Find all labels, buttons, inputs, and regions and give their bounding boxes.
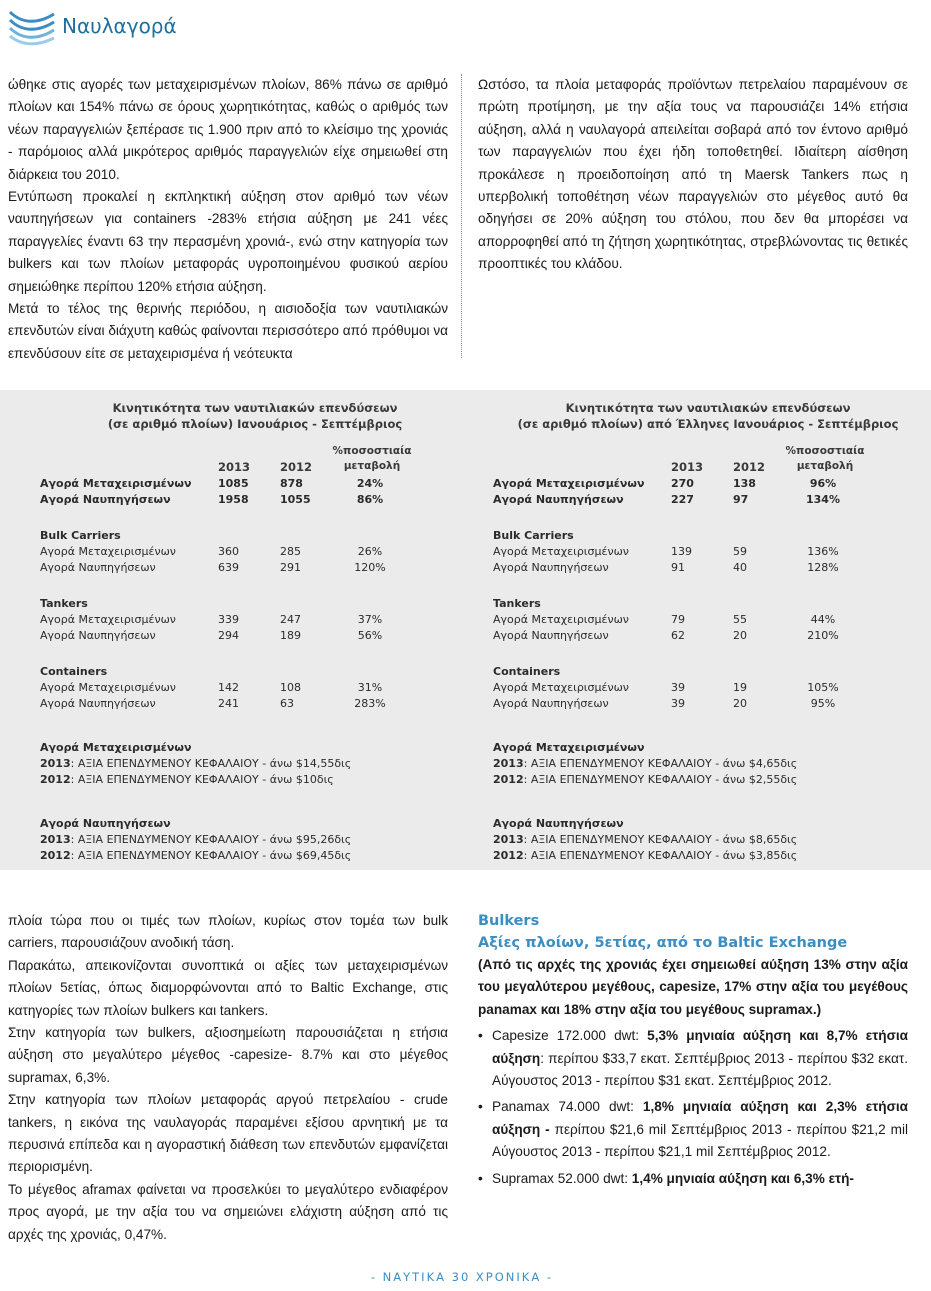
table-row <box>40 560 470 576</box>
paragraph: Εντύπωση προκαλεί η εκπληκτική αύξηση στον αριθμό των νέων ναυπηγήσεων για containers -283% ετήσια αύξηση με 241 νέες παραγγελίες έναντι 63 την περασμένη χρονιά-, ενώ στην κατηγορία των bulkers και των πλοίων μεταφοράς υγροποιημένου φυσικού αερίου σημειώθηκε περίπου 120% ετήσια αύξηση. <box>8 189 448 294</box>
cell-change: 24% <box>356 477 384 490</box>
group-heading: Bulk Carriers <box>493 529 574 542</box>
list-item: • Panamax 74.000 dwt: 1,8% μηνιαία αύξηση και 2,3% ετήσια αύξηση - περίπου $21,6 mil Σεπτέμβριος 2013 - περίπου $21,2 mil Αύγουστος 2013 - περίπου $21,1 mil Σεπτέμβριος 2012. <box>478 1096 908 1163</box>
cell-change: 120% <box>354 561 386 574</box>
cell-change: 283% <box>354 697 386 710</box>
table-row <box>40 696 470 712</box>
cell-2013: 294 <box>218 629 239 642</box>
capital-block <box>40 816 470 864</box>
cell-2012: 63 <box>280 697 294 710</box>
paragraph: Στην κατηγορία των πλοίων μεταφοράς αργού πετρελαίου - crude tankers, η εικόνα της ναυλαγοράς παραμένει εξίσου αρνητική με τα περυσινά επίπεδα και η αγοραστική διάθεση των επενδυτών εμφανίζεται περιορισμένη. <box>8 1092 448 1175</box>
capital-line <box>40 848 470 864</box>
capital-line <box>493 772 923 788</box>
cell-2013: 360 <box>218 545 239 558</box>
cell-2012: 20 <box>733 629 747 642</box>
table-row <box>40 492 470 508</box>
column-header-change-line1: %ποσοστιαία <box>332 445 412 457</box>
table-row <box>493 544 923 560</box>
group-heading: Containers <box>40 665 108 678</box>
table-row <box>40 476 470 492</box>
capital-text: : ΑΞΙΑ ΕΠΕΝΔΥΜΕΝΟΥ ΚΕΦΑΛΑΙΟΥ - άνω $3,85δις <box>523 849 798 862</box>
capital-line <box>40 772 470 788</box>
row-label: Αγορά Μεταχειρισμένων <box>40 613 176 626</box>
paragraph: Το μέγεθος aframax φαίνεται να προσελκύει το μεγαλύτερο ενδιαφέρον προς αγορά, με την αξία του να σημειώνει ελάχιστη αύξηση από τις αρχές της χρονιάς, 0,47%. <box>8 1181 448 1242</box>
column-headers <box>40 444 470 476</box>
cell-2012: 138 <box>733 477 756 490</box>
table-row <box>493 696 923 712</box>
cell-change: 210% <box>807 629 839 642</box>
paragraph: Στην κατηγορία των bulkers, αξιοσημείωτη παρουσιάζεται η ετήσια αύξηση στο μεγαλύτερο μέγεθος -capesize- 8.7% και στο μέγεθος supramax, 6,3%. <box>8 1025 448 1085</box>
cell-2012: 40 <box>733 561 747 574</box>
paragraph: ώθηκε στις αγορές των μεταχειρισμένων πλοίων, 86% πάνω σε αριθμό πλοίων και 154% πάνω σε όρους χωρητικότητας, καθώς ο αριθμός των νέων παραγγελιών ξεπέρασε τις 1.900 πριν από το κλείσιμο της χρονιάς - παρόμοιος αλλά μικρότερος αριθμός παραγγελιών είχε σημειωθεί στη διάρκεια του 2010. <box>8 77 448 182</box>
cell-2013: 639 <box>218 561 239 574</box>
cell-2012: 878 <box>280 477 303 490</box>
column-header-2013: 2013 <box>218 460 251 474</box>
cell-2013: 1085 <box>218 477 249 490</box>
cell-2013: 142 <box>218 681 239 694</box>
capital-line <box>40 756 470 772</box>
left-top-column <box>8 74 448 365</box>
group-heading: Tankers <box>40 597 88 610</box>
row-label: Αγορά Ναυπηγήσεων <box>493 561 609 574</box>
column-header-2013: 2013 <box>671 460 704 474</box>
capital-heading: Αγορά Ναυπηγήσεων <box>40 817 171 830</box>
capital-line <box>493 832 923 848</box>
row-label: Αγορά Ναυπηγήσεων <box>493 697 609 710</box>
capital-year: 2012 <box>493 773 524 786</box>
row-label: Αγορά Ναυπηγήσεων <box>493 629 609 642</box>
table-title: Κινητικότητα των ναυτιλιακών επενδύσεων <box>565 401 851 415</box>
column-header-change-line1: %ποσοστιαία <box>785 445 865 457</box>
column-header-2012: 2012 <box>733 460 766 474</box>
cell-2013: 39 <box>671 697 685 710</box>
cell-2012: 291 <box>280 561 301 574</box>
cell-change: 134% <box>806 493 840 506</box>
paragraph: Ωστόσο, τα πλοία μεταφοράς προϊόντων πετρελαίου παραμένουν σε πρώτη προτίμηση, με την αξία τους να παρουσιάζει 14% ετήσια αύξηση, αλλά η ναυλαγορά απειλείται σοβαρά από τον έντονο αριθμό των παραγγελιών που έχει ήδη τοποθετηθεί. Ιδιαίτερη αίσθηση προκάλεσε η προειδοποίηση από τη Maersk Tankers πως η υπερβολική τοποθέτηση νέων παραγγελιών στο μέγεθος αυτό θα οδηγήσει σε 20% αύξηση του στόλου, που δεν θα μπορέσει να απορροφηθεί από τη ζήτηση χωρητικότητας, στρεβλώνοντας τις θετικές προοπτικές του κλάδου. <box>478 77 908 272</box>
right-bottom-column <box>478 910 908 1194</box>
column-divider <box>461 74 462 358</box>
column-header-change <box>785 444 865 474</box>
cell-2013: 91 <box>671 561 685 574</box>
table-row <box>493 628 923 644</box>
bullet-icon: • <box>478 1028 483 1044</box>
table-global <box>40 400 470 864</box>
capital-text: : ΑΞΙΑ ΕΠΕΝΔΥΜΕΝΟΥ ΚΕΦΑΛΑΙΟΥ - άνω $2,55δις <box>523 773 798 786</box>
capital-heading: Αγορά Ναυπηγήσεων <box>493 817 624 830</box>
capital-text: : ΑΞΙΑ ΕΠΕΝΔΥΜΕΝΟΥ ΚΕΦΑΛΑΙΟΥ - άνω $69,45δις <box>70 849 352 862</box>
row-label: Αγορά Ναυπηγήσεων <box>40 493 171 506</box>
table-subtitle: (σε αριθμό πλοίων) από Έλληνες Ιανουάριος - Σεπτέμβριος <box>517 417 899 431</box>
capital-line <box>493 756 923 772</box>
capital-heading: Αγορά Μεταχειρισμένων <box>493 741 645 754</box>
column-header-change-line2: μεταβολή <box>796 460 854 472</box>
cell-change: 56% <box>357 629 383 642</box>
list-item: • Capesize 172.000 dwt: 5,3% μηνιαία αύξηση και 8,7% ετήσια αύξηση: περίπου $33,7 εκατ. Σεπτέμβριος 2013 - περίπου $32 εκατ. Αύγουστος 2013 - περίπου $31 εκατ. Σεπτέμβριος 2012. <box>478 1025 908 1092</box>
cell-change: 37% <box>357 613 383 626</box>
table-row <box>493 476 923 492</box>
capital-year: 2013 <box>493 757 524 770</box>
cell-2012: 108 <box>280 681 301 694</box>
page-header <box>8 4 177 48</box>
row-label: Αγορά Μεταχειρισμένων <box>493 545 629 558</box>
table-row <box>493 612 923 628</box>
table-row <box>493 560 923 576</box>
capital-text: : ΑΞΙΑ ΕΠΕΝΔΥΜΕΝΟΥ ΚΕΦΑΛΑΙΟΥ - άνω $8,65δις <box>523 833 798 846</box>
cell-2013: 79 <box>671 613 685 626</box>
row-label: Αγορά Μεταχειρισμένων <box>493 477 645 490</box>
row-label: Αγορά Μεταχειρισμένων <box>493 681 629 694</box>
capital-year: 2012 <box>40 849 71 862</box>
capital-text: : ΑΞΙΑ ΕΠΕΝΔΥΜΕΝΟΥ ΚΕΦΑΛΑΙΟΥ - άνω $95,26δις <box>70 833 352 846</box>
cell-2012: 247 <box>280 613 301 626</box>
capital-year: 2012 <box>40 773 71 786</box>
cell-2013: 39 <box>671 681 685 694</box>
capital-block <box>40 740 470 788</box>
paragraph: πλοία τώρα που οι τιμές των πλοίων, κυρίως στον τομέα των bulk carriers, παρουσιάζουν ανοδική τάση. <box>8 913 448 951</box>
page-footer: - ΝΑΥΤΙΚΑ 30 ΧΡΟΝΙΚΑ - <box>370 1270 553 1284</box>
paragraph: Μετά το τέλος της θερινής περιόδου, η αισιοδοξία των ναυτιλιακών επενδυτών είναι διάχυτη καθώς φαίνονται περισσότερο από πρόθυμοι να επενδύσουν είτε σε μεταχειρισμένα ή νεότευκτα <box>8 301 448 361</box>
cell-2013: 270 <box>671 477 694 490</box>
capital-year: 2013 <box>40 833 71 846</box>
cell-change: 44% <box>810 613 836 626</box>
list-item: • Supramax 52.000 dwt: 1,4% μηνιαία αύξηση και 6,3% ετή- <box>478 1168 908 1190</box>
row-label: Αγορά Ναυπηγήσεων <box>493 493 624 506</box>
row-label: Αγορά Μεταχειρισμένων <box>40 477 192 490</box>
cell-2013: 241 <box>218 697 239 710</box>
capital-text: : ΑΞΙΑ ΕΠΕΝΔΥΜΕΝΟΥ ΚΕΦΑΛΑΙΟΥ - άνω $14,55δις <box>70 757 352 770</box>
capital-line <box>40 832 470 848</box>
cell-2013: 339 <box>218 613 239 626</box>
capital-year: 2013 <box>40 757 71 770</box>
group-heading: Tankers <box>493 597 541 610</box>
row-label: Αγορά Μεταχειρισμένων <box>493 613 629 626</box>
column-header-change-line2: μεταβολή <box>343 460 401 472</box>
column-headers <box>493 444 923 476</box>
cell-2012: 189 <box>280 629 301 642</box>
paragraph: Παρακάτω, απεικονίζονται συνοπτικά οι αξίες των μεταχειρισμένων πλοίων 5ετίας, όπως διαμορφώνονται από το Baltic Exchange, στις κατηγορίες των πλοίων bulkers και tankers. <box>8 957 448 1018</box>
cell-2012: 97 <box>733 493 749 506</box>
bulkers-intro: (Από τις αρχές της χρονιάς έχει σημειωθεί αύξηση 13% στην αξία του μεγαλύτερου μεγέθους, capesize, 17% στην αξία του μεγέθους panamax και 18% στην αξία του μεγέθους supramax.) <box>478 957 908 1017</box>
cell-change: 86% <box>356 493 384 506</box>
investment-tables-panel <box>0 390 931 870</box>
cell-change: 26% <box>357 545 383 558</box>
cell-change: 105% <box>807 681 839 694</box>
capital-block <box>493 740 923 788</box>
column-header-change <box>332 444 412 474</box>
table-row <box>40 628 470 644</box>
table-row <box>40 612 470 628</box>
row-label: Αγορά Μεταχειρισμένων <box>40 681 176 694</box>
row-label: Αγορά Ναυπηγήσεων <box>40 697 156 710</box>
cell-change: 136% <box>807 545 839 558</box>
section-name: Ναυλαγορά <box>62 14 177 38</box>
capital-year: 2012 <box>493 849 524 862</box>
cell-2012: 55 <box>733 613 747 626</box>
bullet-icon: • <box>478 1170 483 1186</box>
row-label: Αγορά Μεταχειρισμένων <box>40 545 176 558</box>
capital-year: 2013 <box>493 833 524 846</box>
table-greek <box>493 400 923 864</box>
cell-2013: 227 <box>671 493 694 506</box>
capital-text: : ΑΞΙΑ ΕΠΕΝΔΥΜΕΝΟΥ ΚΕΦΑΛΑΙΟΥ - άνω $4,65δις <box>523 757 798 770</box>
cell-2012: 20 <box>733 697 747 710</box>
row-label: Αγορά Ναυπηγήσεων <box>40 561 156 574</box>
cell-change: 128% <box>807 561 839 574</box>
cell-2013: 139 <box>671 545 692 558</box>
bulkers-subtitle: Αξίες πλοίων, 5ετίας, από το Baltic Exchange <box>478 935 848 951</box>
cell-2012: 19 <box>733 681 747 694</box>
table-title: Κινητικότητα των ναυτιλιακών επενδύσεων <box>112 401 398 415</box>
cell-2013: 1958 <box>218 493 249 506</box>
cell-change: 96% <box>809 477 837 490</box>
capital-block <box>493 816 923 864</box>
waves-logo-icon <box>8 6 56 46</box>
group-heading: Containers <box>493 665 561 678</box>
cell-2012: 59 <box>733 545 747 558</box>
capital-line <box>493 848 923 864</box>
capital-text: : ΑΞΙΑ ΕΠΕΝΔΥΜΕΝΟΥ ΚΕΦΑΛΑΙΟΥ - άνω $10δις <box>70 773 334 786</box>
cell-2012: 285 <box>280 545 301 558</box>
cell-2013: 62 <box>671 629 685 642</box>
group-heading: Bulk Carriers <box>40 529 121 542</box>
right-top-column <box>478 74 908 276</box>
left-bottom-column <box>8 910 448 1246</box>
table-subtitle: (σε αριθμό πλοίων) Ιανουάριος - Σεπτέμβριος <box>107 417 403 431</box>
table-row <box>40 544 470 560</box>
bulkers-title: Bulkers <box>478 913 540 929</box>
table-row <box>493 492 923 508</box>
table-row <box>493 680 923 696</box>
cell-change: 31% <box>357 681 383 694</box>
bullet-icon: • <box>478 1099 483 1115</box>
cell-change: 95% <box>810 697 836 710</box>
bulkers-list <box>478 1025 908 1190</box>
column-header-2012: 2012 <box>280 460 313 474</box>
cell-2012: 1055 <box>280 493 311 506</box>
row-label: Αγορά Ναυπηγήσεων <box>40 629 156 642</box>
capital-heading: Αγορά Μεταχειρισμένων <box>40 741 192 754</box>
table-row <box>40 680 470 696</box>
